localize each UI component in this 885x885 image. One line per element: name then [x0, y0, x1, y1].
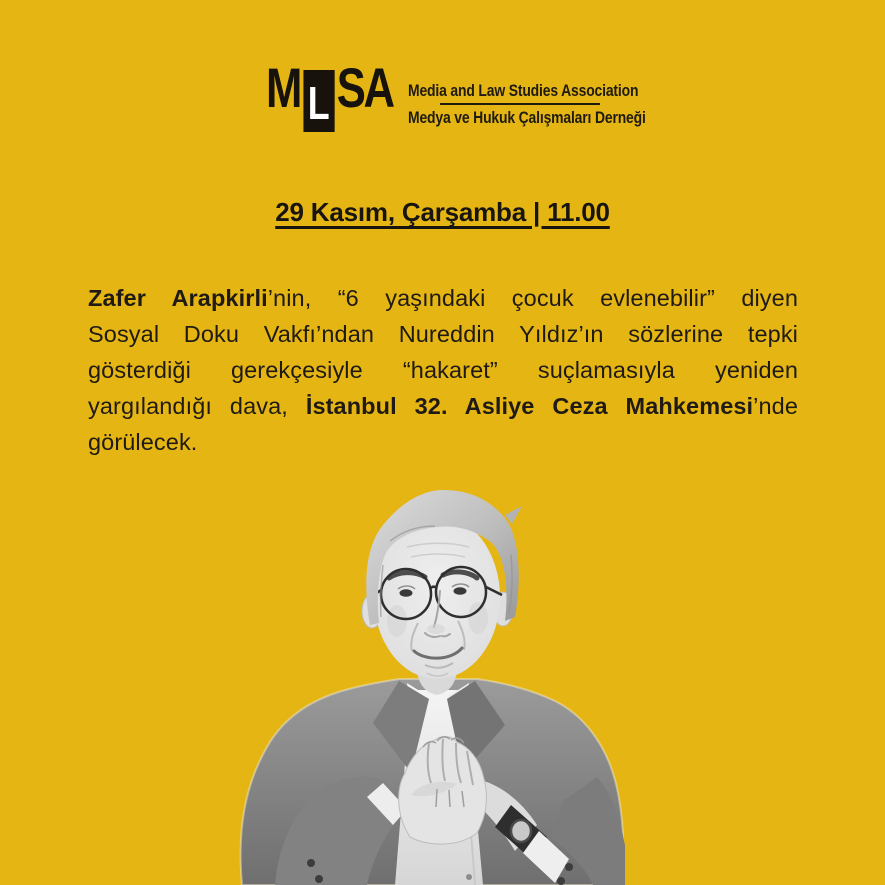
watch-face [511, 820, 531, 842]
jacket-button-right-2 [557, 877, 565, 885]
tagline-divider [440, 103, 600, 105]
event-datetime [0, 197, 885, 228]
body-line-2: Sosyal Doku Vakfı’ndan Nureddin Yıldız’ın sözlerine tepki [88, 321, 798, 347]
eye-left [400, 589, 413, 597]
nose-tip-shade [427, 624, 445, 634]
mlsa-wordmark [266, 56, 398, 132]
body-line-1: Zafer Arapkirli’nin, “6 yaşındaki çocuk evlenebilir” diyen [88, 285, 798, 311]
portrait-illustration [215, 485, 655, 885]
event-datetime-text: 29 Kasım, Çarşamba | 11.00 [275, 197, 610, 227]
cheek-shade-right [468, 602, 488, 634]
announcement-text [88, 280, 798, 460]
eye-right [454, 587, 467, 595]
body-line-4: yargılandığı dava, İstanbul 32. Asliye Ceza Mahkemesi’nde [88, 393, 799, 419]
mlsa-logo [266, 56, 698, 132]
hair-tuft [505, 506, 522, 524]
wordmark-l-box [303, 70, 334, 132]
jacket-button-right-1 [565, 863, 573, 871]
tagline-english: Media and Law Studies Association [408, 81, 639, 100]
shirt-button [466, 874, 472, 880]
wordmark-letter-m: M [266, 56, 301, 119]
court-name: İstanbul 32. Asliye Ceza Mahkemesi [305, 393, 754, 419]
body-line-3: gösterdiği gerekçesiyle “hakaret” suçlamasıyla yeniden [88, 357, 798, 383]
jacket-button-left-1 [307, 859, 315, 867]
wordmark-letter-l: L [307, 77, 330, 129]
jacket-button-left-2 [315, 875, 323, 883]
wordmark-letters-sa: SA [336, 56, 393, 119]
tagline-turkish: Medya ve Hukuk Çalışmaları Derneği [408, 108, 646, 127]
portrait-photo [215, 485, 655, 885]
cheek-shade-left [387, 605, 407, 637]
person-name: Zafer Arapkirli [88, 285, 268, 311]
logo-tagline [408, 60, 698, 128]
body-line-5: görülecek. [88, 429, 198, 455]
